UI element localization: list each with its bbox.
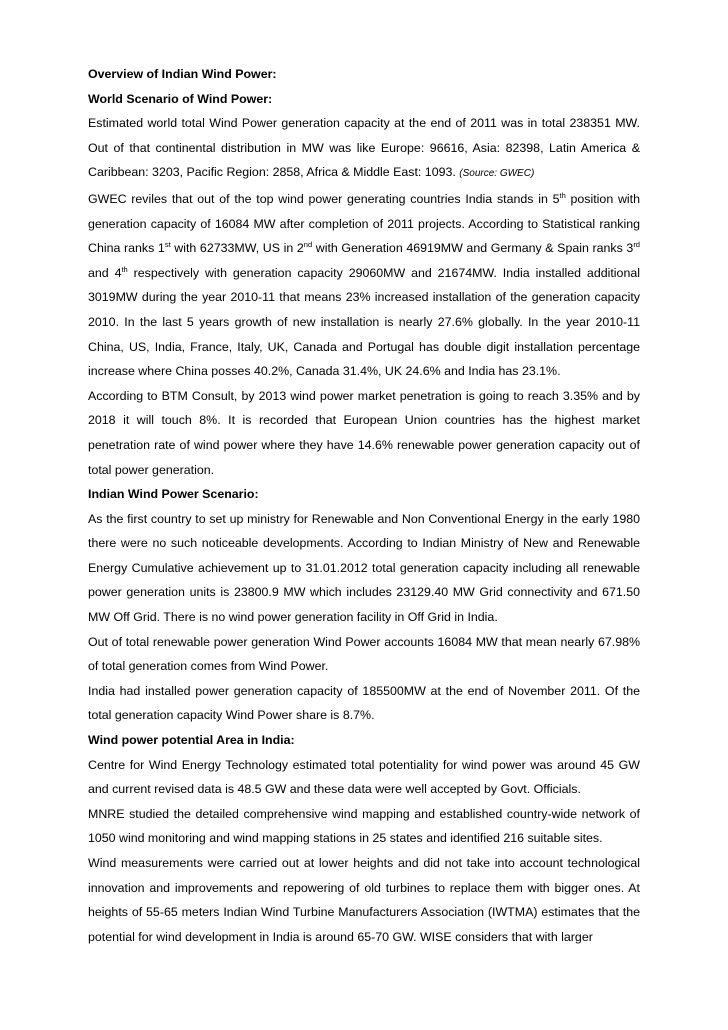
section-heading-indian-scenario: Indian Wind Power Scenario:	[88, 487, 259, 502]
paragraph-btm-consult: According to BTM Consult, by 2013 wind power market penetration is going to reach 3.35% and by 2018 it will touch 8%. It is recorded that European Union countries has the highest market penetration rate of wind power where they have 14.6% renewable power generation capacity out of total power generation.	[88, 388, 640, 477]
paragraph-indian-ministry: As the first country to set up ministry for Renewable and Non Conventional Energy in the early 1980 there were no such noticeable developments. According to Indian Ministry of New and Renewable Energy Cumulative achievement up to 31.01.2012 total generation capacity including all renewable power generation units is 23800.9 MW which includes 23129.40 MW Grid connectivity and 671.50 MW Off Grid. There is no wind power generation facility in Off Grid in India.	[88, 511, 640, 625]
paragraph-text: Estimated world total Wind Power generation capacity at the end of 2011 was in total 238351 MW. Out of that continental distribution in MW was like Europe: 96616, Asia: 82398, Latin America & Caribbean: 3203, Pacific Region: 2858, Africa & Middle East: 1093.	[88, 116, 640, 180]
source-citation: (Source: GWEC)	[459, 168, 535, 180]
paragraph-text: position with generation capacity of 16084 MW after completion of 2011 projects. According to Statistical ranking China ranks 1	[88, 191, 640, 256]
paragraph-wind-measurements: Wind measurements were carried out at lower heights and did not take into account technological innovation and improvements and repowering of old turbines to replace them with bigger ones. At heights of 55-65 meters Indian Wind Turbine Manufacturers Association (IWTMA) estimates that the potential for wind development in India is around 65-70 GW. WISE considers that with larger	[88, 856, 640, 944]
ordinal-suffix: nd	[303, 240, 313, 250]
ordinal-suffix: th	[121, 264, 128, 274]
ordinal-suffix: th	[559, 190, 566, 200]
paragraph-mnre-mapping: MNRE studied the detailed comprehensive wind mapping and established country-wide network of 1050 wind monitoring and wind mapping stations in 25 states and identified 216 suitable sites.	[88, 806, 640, 846]
paragraph-installed-capacity: India had installed power generation capacity of 185500MW at the end of November 2011. Of the total generation capacity Wind Power share is 8.7%.	[88, 683, 640, 723]
section-heading-potential-area: Wind power potential Area in India:	[88, 733, 295, 748]
ordinal-suffix: st	[164, 240, 171, 250]
paragraph-text: respectively with generation capacity 29060MW and 21674MW. India installed additional 3019MW during the year 2010-11 that means 23% increased installation of the generation capacity 2010. In the last 5 years growth of new installation is nearly 27.6% globally. In the year 2010-11 China, US, India, France, Italy, UK, Canada and Portugal has double digit installation percentage increase where China posses 40.2%, Canada 31.4%, UK 24.6% and India has 23.1%.	[88, 265, 640, 379]
paragraph-text: and 4	[88, 265, 122, 280]
paragraph-text: with Generation 46919MW and Germany & Spain ranks 3	[312, 241, 634, 256]
paragraph-text: with 62733MW, US in 2	[170, 241, 304, 256]
paragraph-text: GWEC reviles that out of the top wind power generating countries India stands in 5	[88, 191, 560, 206]
paragraph-cwet-potential: Centre for Wind Energy Technology estimated total potentiality for wind power was around 45 GW and current revised data is 48.5 GW and these data were well accepted by Govt. Officials.	[88, 757, 640, 797]
section-heading-world-scenario: World Scenario of Wind Power:	[88, 91, 273, 106]
ordinal-suffix: rd	[633, 240, 640, 250]
document-title: Overview of Indian Wind Power:	[88, 67, 277, 81]
paragraph-wind-share-renewable: Out of total renewable power generation Wind Power accounts 16084 MW that mean nearly 67.98% of total generation comes from Wind Power.	[88, 634, 640, 674]
document-page	[88, 62, 640, 949]
paragraph-gwec-ranking	[88, 187, 640, 384]
paragraph-world-capacity	[88, 111, 640, 187]
